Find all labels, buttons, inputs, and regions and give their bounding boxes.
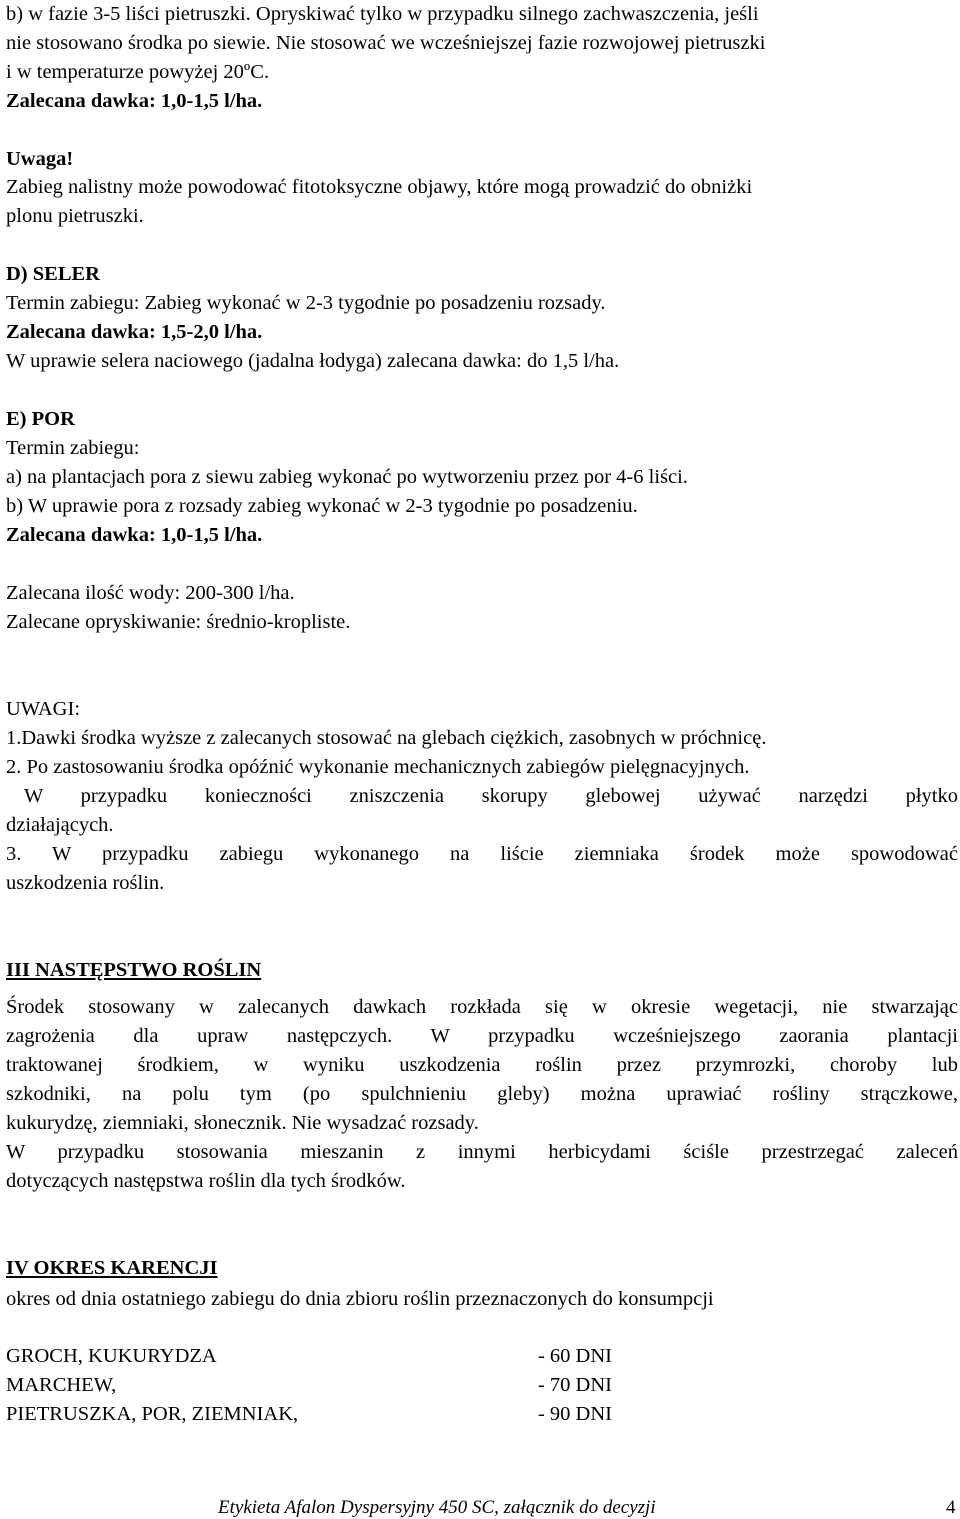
celery-note: W uprawie selera naciowego (jadalna łodyga) zalecana dawka: do 1,5 l/ha.	[6, 350, 620, 372]
remarks-title: UWAGI:	[6, 698, 81, 720]
succession-title: III NASTĘPSTWO ROŚLIN	[6, 959, 262, 981]
succession-line-6: W przypadku stosowania mieszanin z innymi herbicydami ściśle przestrzegać zaleceń	[6, 1141, 958, 1163]
warning-title: Uwaga!	[6, 148, 74, 170]
section-b-line-3: i w temperaturze powyżej 20ºC.	[6, 61, 270, 83]
remark-2: 2. Po zastosowaniu środka opóźnić wykonanie mechanicznych zabiegów pielęgnacyjnych.	[6, 756, 750, 778]
withdrawal-days: - 60 DNI	[537, 1345, 612, 1367]
celery-dose: Zalecana dawka: 1,5-2,0 l/ha.	[6, 321, 263, 343]
celery-title: D) SELER	[6, 263, 100, 285]
leek-term-b: b) W uprawie pora z rozsady zabieg wykonać w 2-3 tygodnie po posadzeniu.	[6, 495, 638, 517]
warning-line-1: Zabieg nalistny może powodować fitotoksyczne objawy, które mogą prowadzić do obniżki	[6, 176, 753, 198]
leek-term-a: a) na plantacjach pora z siewu zabieg wykonać po wytworzeniu przez por 4-6 liści.	[6, 466, 688, 488]
withdrawal-crop: MARCHEW,	[6, 1374, 117, 1396]
warning-line-2: plonu pietruszki.	[6, 205, 144, 227]
water-amount: Zalecana ilość wody: 200-300 l/ha.	[6, 582, 295, 604]
footer-label: Etykieta Afalon Dyspersyjny 450 SC, załącznik do decyzji	[218, 1497, 656, 1518]
section-b-line-1: b) w fazie 3-5 liści pietruszki. Opryskiwać tylko w przypadku silnego zachwaszczenia, jeśli	[6, 3, 759, 25]
withdrawal-crop: GROCH, KUKURYDZA	[6, 1345, 217, 1367]
page-number: 4	[946, 1497, 956, 1518]
leek-dose: Zalecana dawka: 1,0-1,5 l/ha.	[6, 524, 263, 546]
succession-line-4: szkodniki, na polu tym (po spulchnieniu gleby) można uprawiać rośliny strączkowe,	[6, 1083, 958, 1105]
succession-line-3: traktowanej środkiem, w wyniku uszkodzenia roślin przez przymrozki, choroby lub	[6, 1054, 958, 1076]
remark-2b-line-1: W przypadku konieczności zniszczenia skorupy glebowej używać narzędzi płytko	[24, 785, 958, 807]
section-b-dose: Zalecana dawka: 1,0-1,5 l/ha.	[6, 90, 263, 112]
succession-line-1: Środek stosowany w zalecanych dawkach rozkłada się w okresie wegetacji, nie stwarzając	[6, 996, 958, 1018]
succession-line-5: kukurydzę, ziemniaki, słonecznik. Nie wysadzać rozsady.	[6, 1112, 479, 1134]
succession-line-2: zagrożenia dla upraw następczych. W przypadku wcześniejszego zaorania plantacji	[6, 1025, 958, 1047]
celery-term: Termin zabiegu: Zabieg wykonać w 2-3 tygodnie po posadzeniu rozsady.	[6, 292, 606, 314]
withdrawal-description: okres od dnia ostatniego zabiegu do dnia zbioru roślin przeznaczonych do konsumpcji	[6, 1288, 714, 1310]
withdrawal-crop: PIETRUSZKA, POR, ZIEMNIAK,	[6, 1403, 299, 1425]
succession-line-7: dotyczących następstwa roślin dla tych środków.	[6, 1170, 406, 1192]
withdrawal-days: - 70 DNI	[537, 1374, 612, 1396]
remark-3-line-1: 3. W przypadku zabiegu wykonanego na liście ziemniaka środek może spowodować	[6, 843, 958, 865]
leek-term: Termin zabiegu:	[6, 437, 140, 459]
remark-1: 1.Dawki środka wyższe z zalecanych stosować na glebach ciężkich, zasobnych w próchnicę.	[6, 727, 767, 749]
withdrawal-title: IV OKRES KARENCJI	[6, 1257, 218, 1279]
withdrawal-days: - 90 DNI	[537, 1403, 612, 1425]
remark-3-line-2: uszkodzenia roślin.	[6, 872, 165, 894]
leek-title: E) POR	[6, 408, 75, 430]
remark-2b-line-2: działających.	[6, 814, 114, 836]
section-b-line-2: nie stosowano środka po siewie. Nie stosować we wcześniejszej fazie rozwojowej pietruszki	[6, 32, 766, 54]
spray-type: Zalecane opryskiwanie: średnio-kropliste.	[6, 611, 351, 633]
